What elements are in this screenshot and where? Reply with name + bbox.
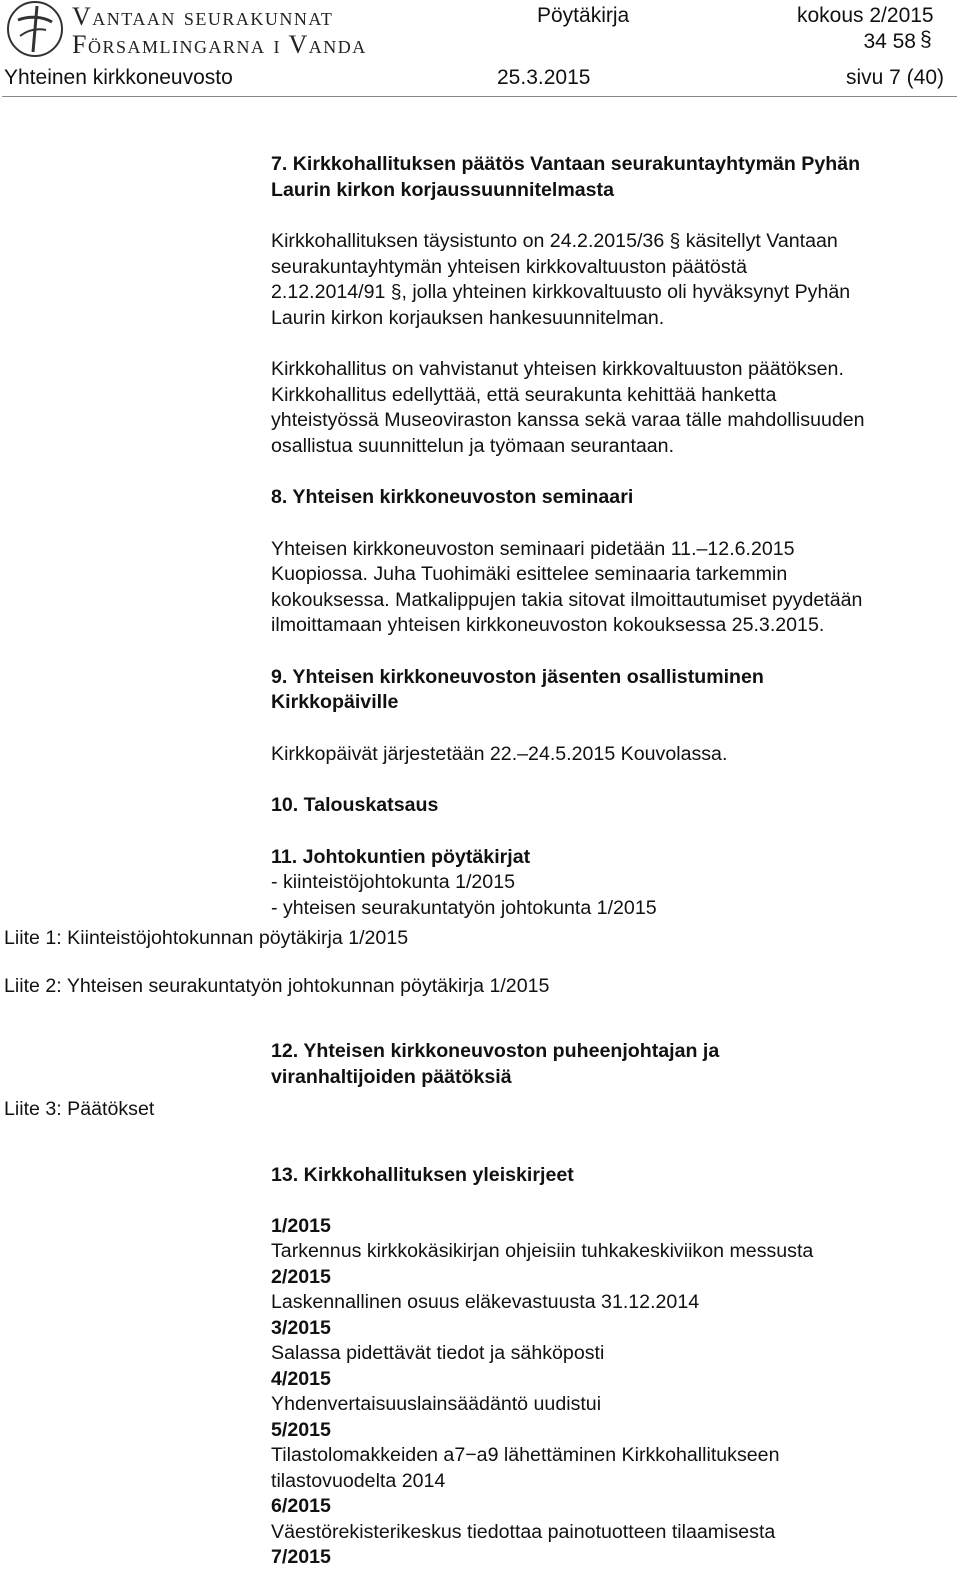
section-7-paragraph-line: seurakuntayhtymän yhteisen kirkkovaltuuston päätöstä [271,255,747,278]
letter-title: Laskennallinen osuus eläkevastuusta 31.12.2014 [271,1291,700,1313]
section-7-paragraph-line: Laurin kirkon korjauksen hankesuunnitelman. [271,306,665,329]
section-mark: § [920,28,932,51]
cross-logo-icon [6,0,64,58]
section-9-title-line1: 9. Yhteisen kirkkoneuvoston jäsenten osallistuminen [271,665,764,688]
letter-title: Tarkennus kirkkokäsikirjan ohjeisiin tuhkakeskiviikon messusta [271,1240,814,1262]
section-9-line: Kirkkopäivät järjestetään 22.–24.5.2015 Kouvolassa. [271,742,728,765]
letter-title: tilastovuodelta 2014 [271,1469,446,1492]
doc-type: Pöytäkirja [537,4,630,27]
meeting-number: kokous 2/2015 [797,4,934,27]
letter-title: Yhdenvertaisuuslainsäädäntö uudistui [271,1393,602,1415]
section-7-paragraph-line: Kirkkohallituksen täysistunto on 24.2.2015/36 § käsitellyt Vantaan [271,230,838,252]
section-11-title: 11. Johtokuntien pöytäkirjat [271,845,531,868]
section-11-line: - yhteisen seurakuntatyön johtokunta 1/2015 [271,896,657,919]
section-7-paragraph-line: 2.12.2014/91 §, jolla yhteinen kirkkovaltuusto oli hyväksynyt Pyhän [271,281,851,303]
section-7-title-line1: 7. Kirkkohallituksen päätös Vantaan seurakuntayhtymän Pyhän [271,153,861,175]
header-divider [2,96,957,97]
section-8-line: ilmoittamaan yhteisen kirkkoneuvoston kokouksessa 25.3.2015. [271,614,825,636]
letter-number: 6/2015 [271,1495,331,1517]
section-12-title-line1: 12. Yhteisen kirkkoneuvoston puheenjohtajan ja [271,1040,720,1062]
section-12-title-line2: viranhaltijoiden päätöksiä [271,1065,512,1088]
letter-number: 7/2015 [271,1546,331,1568]
section-8-line: kokouksessa. Matkalippujen takia sitovat ilmoittautumiset pyydetään [271,588,863,611]
section-11-line: - kiinteistöjohtokunta 1/2015 [271,871,515,893]
section-range: 34 58 [863,30,916,53]
section-10-title: 10. Talouskatsaus [271,794,439,816]
attachment-2: Liite 2: Yhteisen seurakuntatyön johtokunnan pöytäkirja 1/2015 [4,975,550,997]
letter-number: 5/2015 [271,1418,331,1441]
letter-number: 4/2015 [271,1367,331,1390]
section-7-title-line2: Laurin kirkon korjaussuunnitelmasta [271,178,614,201]
minutes-body [271,152,957,1571]
letter-title: Salassa pidettävät tiedot ja sähköposti [271,1342,605,1364]
section-7-paragraph-line: osallistua suunnittelun ja työmaan seurantaan. [271,434,675,457]
meeting-date: 25.3.2015 [497,66,591,89]
attachment-1: Liite 1: Kiinteistöjohtokunnan pöytäkirja 1/2015 [4,927,409,949]
section-9-title-line2: Kirkkopäiville [271,691,399,713]
section-8-line: Kuopiossa. Juha Tuohimäki esittelee seminaaria tarkemmin [271,563,788,585]
letter-number: 1/2015 [271,1214,331,1237]
section-7-paragraph-line: Kirkkohallitus edellyttää, että seurakunta kehittää hanketta [271,383,777,406]
attachment-3: Liite 3: Päätökset [4,1098,155,1120]
org-name-sv: Församlingarna i Vanda [72,30,367,59]
section-7-paragraph-line: Kirkkohallitus on vahvistanut yhteisen kirkkovaltuuston päätöksen. [271,358,844,380]
page-header [0,0,960,100]
letter-title: Tilastolomakkeiden a7−a9 lähettäminen Kirkkohallitukseen [271,1444,780,1466]
org-name-fi: Vantaan seurakunnat [72,2,334,31]
section-8-line: Yhteisen kirkkoneuvoston seminaari pidetään 11.–12.6.2015 [271,537,795,560]
letter-number: 3/2015 [271,1316,331,1339]
letter-number: 2/2015 [271,1265,331,1288]
letter-title: Väestörekisterikeskus tiedottaa painotuotteen tilaamisesta [271,1520,776,1543]
body-name: Yhteinen kirkkoneuvosto [4,66,233,89]
page-number: sivu 7 (40) [845,66,944,89]
section-13-title: 13. Kirkkohallituksen yleiskirjeet [271,1164,574,1186]
section-8-title: 8. Yhteisen kirkkoneuvoston seminaari [271,486,634,508]
section-7-paragraph-line: yhteistyössä Museoviraston kanssa sekä varaa tälle mahdollisuuden [271,409,865,431]
